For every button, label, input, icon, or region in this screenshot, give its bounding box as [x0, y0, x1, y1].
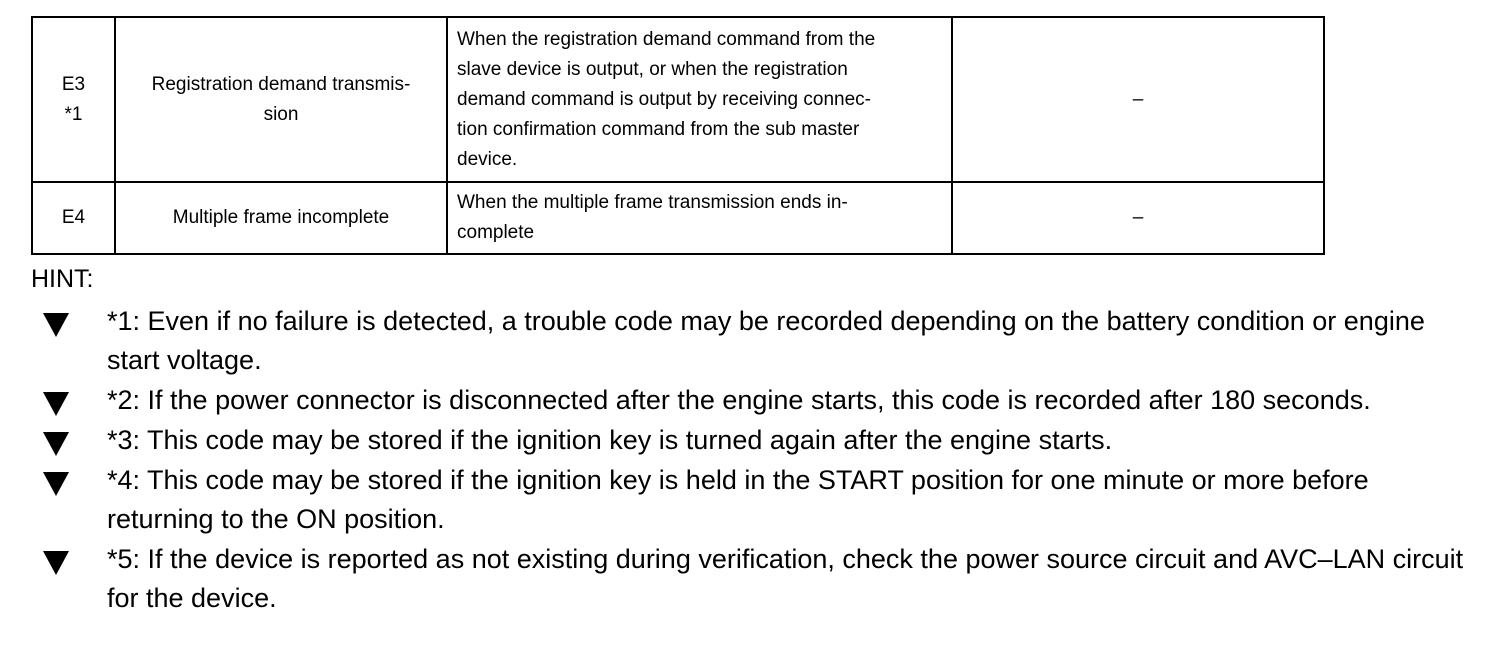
hint-text: *1: Even if no failure is detected, a trouble code may be recorded depending on the battery condition or engine start voltage.	[107, 306, 1425, 375]
hint-item	[0, 461, 1504, 539]
dtc-name: Registration demand transmis- sion	[151, 73, 411, 125]
dtc-detection-item	[115, 17, 447, 182]
triangle-down-icon	[43, 432, 69, 456]
dtc-note-ref: *1	[64, 103, 83, 125]
dtc-code-cell	[32, 182, 115, 254]
dtc-code: E3	[61, 73, 86, 95]
hint-text: *5: If the device is reported as not existing during verification, check the power source circuit and AVC–LAN circuit for the device.	[107, 544, 1464, 613]
dtc-table	[31, 16, 1325, 255]
table-row	[32, 17, 1324, 182]
hint-item	[0, 302, 1504, 380]
hint-list	[0, 302, 1504, 619]
dtc-code-cell	[32, 17, 115, 182]
condition-line: When the registration demand command from the	[457, 28, 876, 50]
triangle-down-icon	[43, 551, 69, 575]
condition-line: device.	[457, 148, 518, 170]
hint-item	[0, 540, 1504, 618]
condition-line: complete	[457, 222, 535, 243]
hint-text: *4: This code may be stored if the ignition key is held in the START position for one minute or more before returning to the ON position.	[107, 465, 1369, 534]
triangle-down-icon	[43, 472, 69, 496]
hint-text: *2: If the power connector is disconnected after the engine starts, this code is recorded after 180 seconds.	[107, 385, 1371, 415]
dtc-condition-cell	[447, 182, 952, 254]
hint-heading: HINT:	[31, 265, 94, 293]
hint-item	[0, 381, 1504, 420]
condition-line: demand command is output by receiving connec-	[457, 88, 872, 110]
dtc-remarks: –	[952, 17, 1324, 182]
condition-line: tion confirmation command from the sub master	[457, 118, 860, 140]
triangle-down-icon	[43, 392, 69, 416]
triangle-down-icon	[43, 313, 69, 337]
table-row	[32, 182, 1324, 254]
dtc-condition-cell	[447, 17, 952, 182]
condition-line: When the multiple frame transmission ends in-	[457, 192, 848, 213]
dtc-remarks: –	[952, 182, 1324, 254]
dtc-code: E4	[61, 207, 86, 228]
dtc-name: Multiple frame incomplete	[172, 207, 390, 228]
hint-item	[0, 421, 1504, 460]
condition-line: slave device is output, or when the registration	[457, 58, 848, 80]
hint-text: *3: This code may be stored if the ignition key is turned again after the engine starts.	[107, 425, 1113, 455]
dtc-detection-item	[115, 182, 447, 254]
